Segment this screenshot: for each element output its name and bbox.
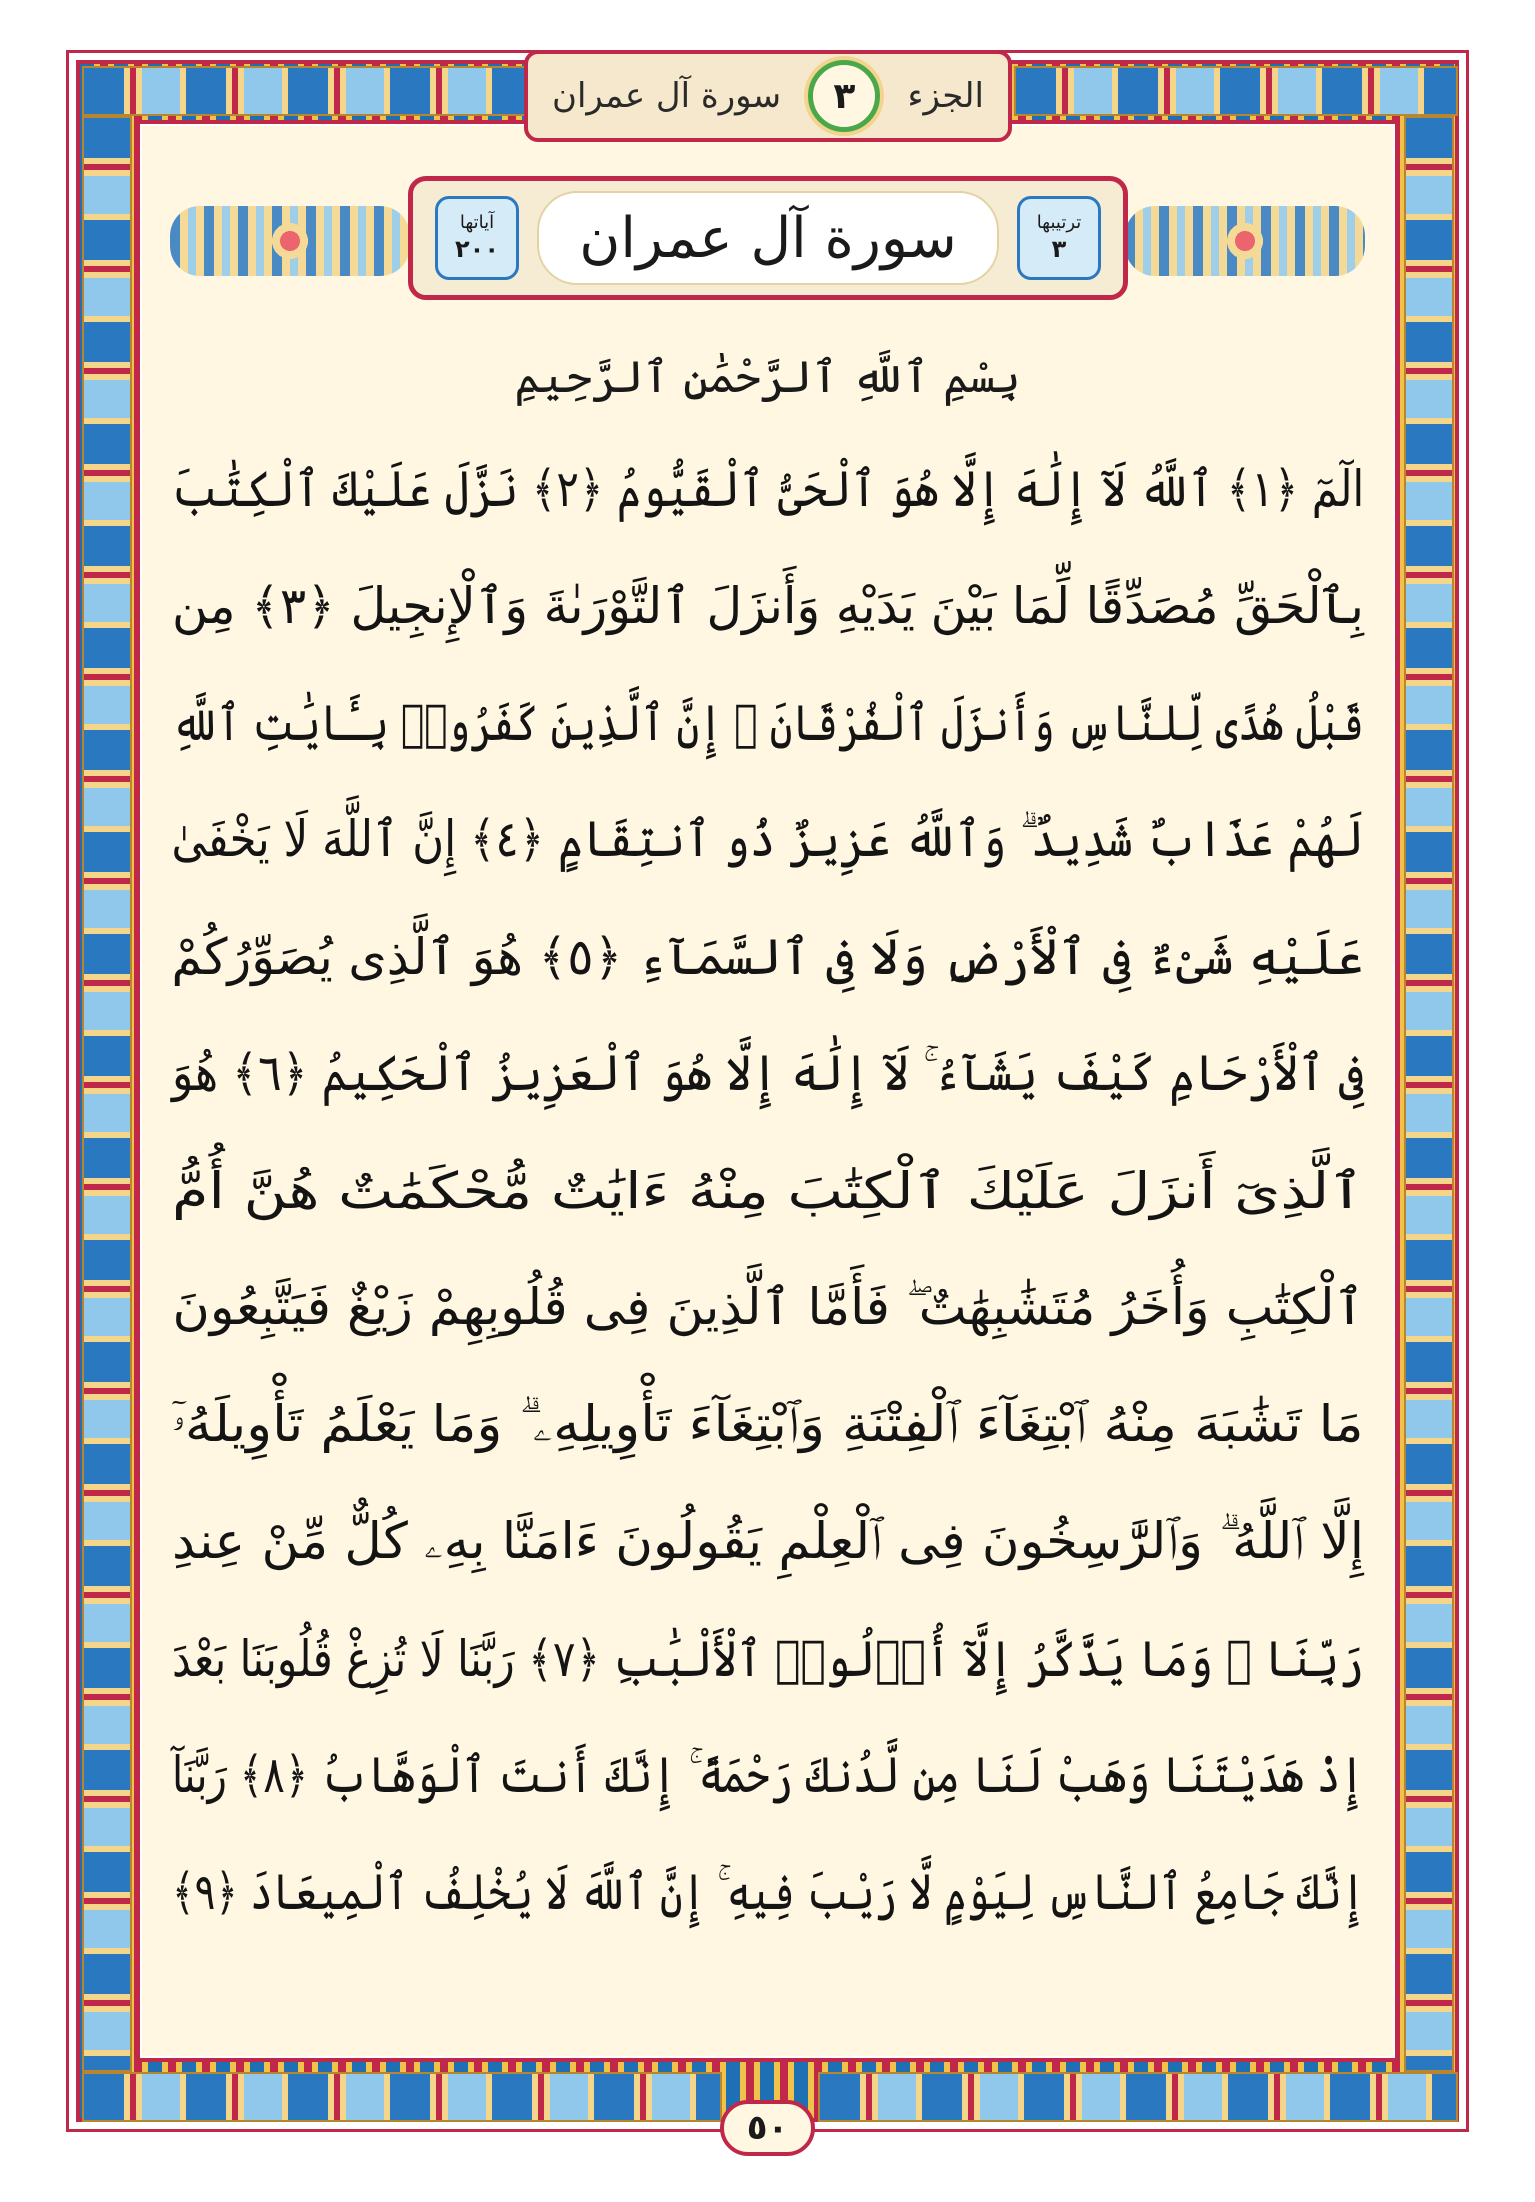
line-text: مَا تَشَٰبَهَ مِنْهُ ٱبْتِغَآءَ ٱلْفِتْنَةِ وَٱبْتِغَآءَ تَأْوِيلِهِۦ ۗ وَمَا يَعْلَمُ تَأْوِيلَهُۥٓ	[171, 1395, 1365, 1453]
line-text: الٓمٓ ﴿١﴾ ٱللَّهُ لَآ إِلَٰهَ إِلَّا هُوَ ٱلْحَىُّ ٱلْقَيُّومُ ﴿٢﴾ نَزَّلَ عَلَيْكَ ٱلْكِتَٰبَ	[171, 459, 1365, 518]
juz-number-badge: ٣	[808, 60, 880, 132]
surah-banner	[408, 176, 1128, 300]
text-line	[172, 1366, 1364, 1483]
line-text: عَلَيْهِ شَىْءٌ فِى ٱلْأَرْضِ وَلَا فِى ٱلسَّمَآءِ ﴿٥﴾ هُوَ ٱلَّذِى يُصَوِّرُكُمْ	[171, 927, 1365, 986]
surah-banner-wrap	[170, 176, 1365, 306]
bottom-right-ornament	[818, 2072, 1458, 2122]
text-line	[172, 1015, 1364, 1132]
line-text: ٱلَّذِىٓ أَنزَلَ عَلَيْكَ ٱلْكِتَٰبَ مِنْهُ ءَايَٰتٌ مُّحْكَمَٰتٌ هُنَّ أُمُّ	[172, 1161, 1364, 1220]
verses-count-value: ٢٠٠	[455, 235, 499, 264]
verses-block	[172, 430, 1364, 1951]
text-line	[172, 1132, 1364, 1249]
top-right-ornament	[1014, 66, 1458, 116]
line-text: إِذْ هَدَيْتَنَا وَهَبْ لَنَا مِن لَّدُنكَ رَحْمَةً ۚ إِنَّكَ أَنتَ ٱلْوَهَّابُ ﴿٨﴾ رَبَّنَآ	[172, 1746, 1364, 1804]
text-line	[172, 1483, 1364, 1600]
top-left-ornament	[82, 66, 526, 116]
line-text: قَبْلُ هُدًى لِّلنَّاسِ وَأَنزَلَ ٱلْفُرْقَانَ ۗ إِنَّ ٱلَّذِينَ كَفَرُوا۟ بِـَٔايَٰتِ ٱللَّهِ	[171, 693, 1364, 752]
line-text: فِى ٱلْأَرْحَامِ كَيْفَ يَشَآءُ ۚ لَآ إِلَٰهَ إِلَّا هُوَ ٱلْعَزِيزُ ٱلْحَكِيمُ ﴿٦﴾ هُوَ	[171, 1044, 1365, 1102]
text-line	[172, 1249, 1364, 1366]
surah-order-badge	[1017, 196, 1101, 280]
line-text: إِنَّكَ جَامِعُ ٱلنَّاسِ لِيَوْمٍ لَّا رَيْبَ فِيهِ ۚ إِنَّ ٱللَّهَ لَا يُخْلِفُ ٱلْمِيعَادَ ﴿٩﴾	[171, 1863, 1365, 1921]
surah-title: سورة آل عمران	[537, 191, 999, 285]
header-plaque	[524, 50, 1012, 142]
line-text: ٱلْكِتَٰبِ وَأُخَرُ مُتَشَٰبِهَٰتٌ ۖ فَأَمَّا ٱلَّذِينَ فِى قُلُوبِهِمْ زَيْغٌ فَيَتَّبِعُونَ	[172, 1278, 1364, 1336]
text-line	[172, 898, 1364, 1015]
banner-left-ornament	[170, 206, 410, 276]
text-line	[172, 1834, 1364, 1951]
surah-order-label: ترتيبها	[1036, 211, 1082, 233]
text-line	[172, 547, 1364, 664]
right-ornament	[1404, 116, 1454, 2072]
text-line	[172, 781, 1364, 898]
verses-count-badge	[435, 196, 519, 280]
left-ornament	[82, 116, 132, 2072]
text-line	[172, 1600, 1364, 1717]
juz-header-label: الجزء	[907, 76, 984, 116]
line-text: بِٱلْحَقِّ مُصَدِّقًا لِّمَا بَيْنَ يَدَيْهِ وَأَنزَلَ ٱلتَّوْرَىٰةَ وَٱلْإِنجِيلَ ﴿٣﴾ مِن	[172, 576, 1364, 635]
text-line	[172, 664, 1364, 781]
text-line	[172, 430, 1364, 547]
surah-order-value: ٣	[1051, 235, 1067, 264]
surah-header-label: سورة آل عمران	[552, 76, 782, 116]
line-text: رَبِّنَا ۗ وَمَا يَذَّكَّرُ إِلَّآ أُو۟لُوا۟ ٱلْأَلْبَٰبِ ﴿٧﴾ رَبَّنَا لَا تُزِغْ قُلُوبَنَا بَعْدَ	[172, 1629, 1364, 1688]
bottom-left-ornament	[82, 2072, 722, 2122]
line-text: إِلَّا ٱللَّهُ ۗ وَٱلرَّٰسِخُونَ فِى ٱلْعِلْمِ يَقُولُونَ ءَامَنَّا بِهِۦ كُلٌّ مِّنْ عِندِ	[172, 1512, 1364, 1570]
text-line	[172, 1717, 1364, 1834]
page-number: ٥٠	[720, 2100, 815, 2156]
banner-right-ornament	[1125, 206, 1365, 276]
basmala: بِسْمِ ٱللَّهِ ٱلرَّحْمَٰنِ ٱلرَّحِيمِ	[514, 352, 1021, 403]
verses-count-label: آياتها	[459, 211, 495, 233]
line-text: لَهُمْ عَذَابٌ شَدِيدٌ ۗ وَٱللَّهُ عَزِيزٌ ذُو ٱنتِقَامٍ ﴿٤﴾ إِنَّ ٱللَّهَ لَا يَخْفَىٰ	[171, 810, 1365, 868]
